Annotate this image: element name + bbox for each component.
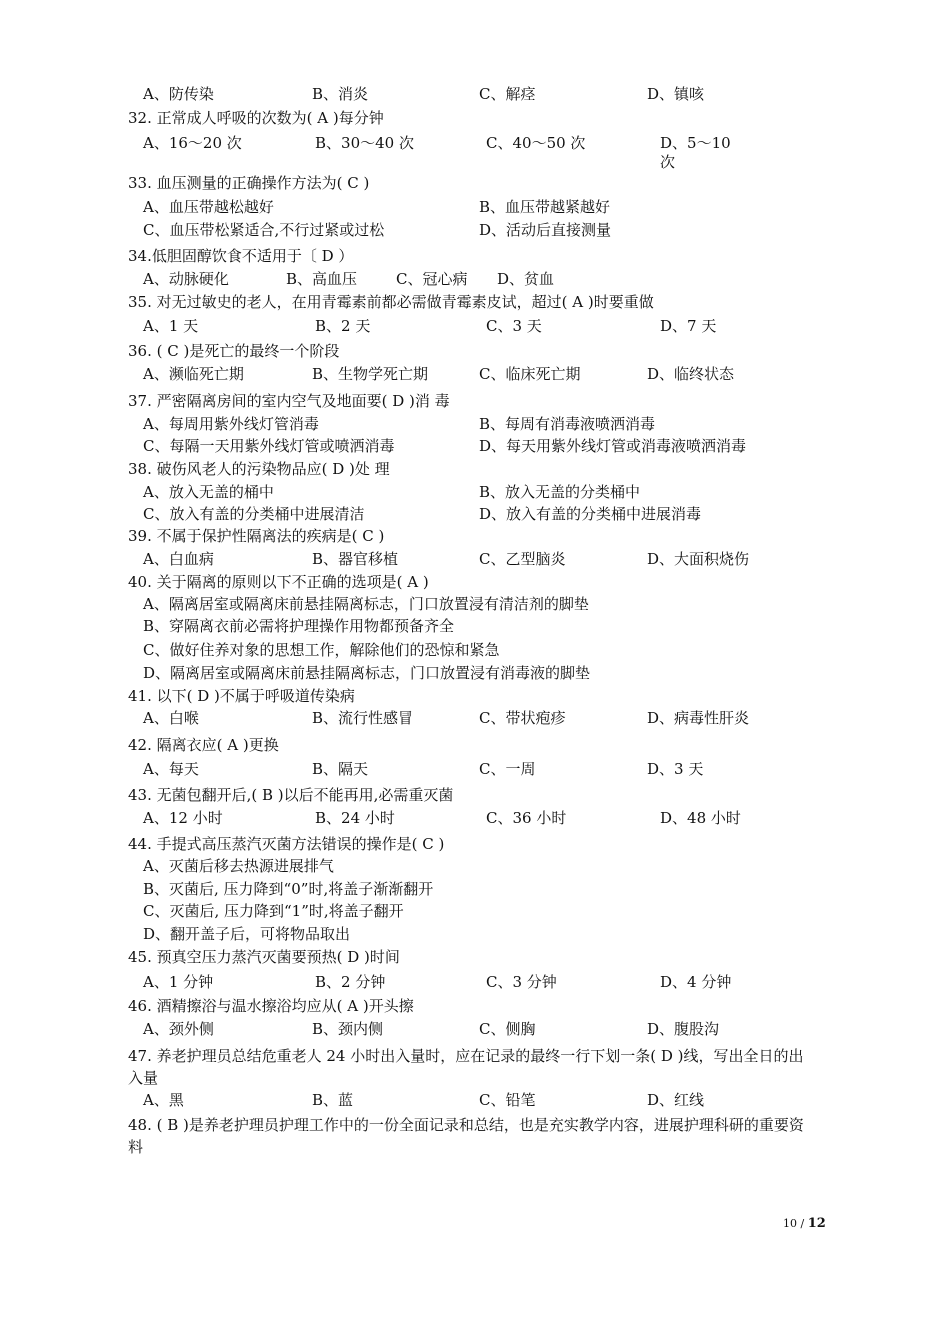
- q37-option-c: C、每隔一天用紫外线灯管或喷洒消毒: [143, 437, 395, 455]
- q37-option-d: D、每天用紫外线灯管或消毒液喷洒消毒: [479, 437, 747, 455]
- q40-stem: 40. 关于隔离的原则以下不正确的选项是( A ): [128, 573, 429, 591]
- q45-option-d: D、4 分钟: [660, 973, 732, 991]
- q45-option-b: B、2 分钟: [315, 973, 386, 991]
- q32-option-d-line1: D、5～10: [660, 134, 731, 152]
- q35-option-a: A、1 天: [143, 317, 199, 335]
- q32-option-c: C、40～50 次: [486, 134, 586, 152]
- q48-stem: 48. ( B )是养老护理员护理工作中的一份全面记录和总结，也是充实教学内容，进展护理科研的重要资料: [128, 1116, 804, 1156]
- q33-option-d: D、活动后直接测量: [479, 221, 612, 239]
- q33-option-b: B、血压带越紧越好: [479, 198, 611, 216]
- q32-stem: 32. 正常成人呼吸的次数为( A )每分钟: [128, 109, 384, 127]
- q44-option-d: D、翻开盖子后，可将物品取出: [143, 925, 351, 943]
- q36-stem: 36. ( C )是死亡的最终一个阶段: [128, 342, 340, 360]
- q43-option-a: A、12 小时: [143, 809, 223, 827]
- q31-option-c: C、解痉: [479, 85, 536, 103]
- q35-option-b: B、2 天: [315, 317, 371, 335]
- q37-option-b: B、每周有消毒液喷洒消毒: [479, 415, 656, 433]
- q42-stem: 42. 隔离衣应( A )更换: [128, 736, 279, 754]
- q36-option-b: B、生物学死亡期: [312, 365, 429, 383]
- q47-stem: 47. 养老护理员总结危重老人 24 小时出入量时，应在记录的最终一行下划一条( D )线，写出全日的出入量: [128, 1047, 804, 1087]
- q35-option-d: D、7 天: [660, 317, 717, 335]
- q46-option-c: C、侧胸: [479, 1020, 536, 1038]
- page-number: [783, 1216, 826, 1231]
- q43-option-c: C、36 小时: [486, 809, 567, 827]
- q41-option-a: A、白喉: [143, 709, 199, 727]
- q34-option-a: A、动脉硬化: [143, 270, 229, 288]
- q45-stem: 45. 预真空压力蒸汽灭菌要预热( D )时间: [128, 948, 400, 966]
- q31-option-d: D、镇咳: [647, 85, 705, 103]
- q40-option-b: B、穿隔离衣前必需将护理操作用物都预备齐全: [143, 617, 455, 635]
- page-total: 12: [807, 1216, 826, 1231]
- q33-option-c: C、血压带松紧适合,不行过紧或过松: [143, 221, 385, 239]
- q39-stem: 39. 不属于保护性隔离法的疾病是( C ): [128, 527, 385, 545]
- q44-option-c: C、灭菌后, 压力降到“1”时,将盖子翻开: [143, 902, 404, 920]
- q45-option-c: C、3 分钟: [486, 973, 557, 991]
- q39-option-c: C、乙型脑炎: [479, 550, 566, 568]
- q35-option-c: C、3 天: [486, 317, 542, 335]
- q42-option-b: B、隔天: [312, 760, 369, 778]
- q41-option-d: D、病毒性肝炎: [647, 709, 750, 727]
- q42-option-a: A、每天: [143, 760, 199, 778]
- q35-stem: 35. 对无过敏史的老人，在用青霉素前都必需做青霉素皮试，超过( A )时要重做: [128, 293, 654, 311]
- q39-option-a: A、白血病: [143, 550, 214, 568]
- q40-option-a: A、隔离居室或隔离床前悬挂隔离标志，门口放置浸有清洁剂的脚垫: [143, 595, 589, 613]
- q43-option-b: B、24 小时: [315, 809, 395, 827]
- q42-option-c: C、一周: [479, 760, 536, 778]
- q32-option-b: B、30～40 次: [315, 134, 414, 152]
- q46-stem: 46. 酒精擦浴与温水擦浴均应从( A )开头擦: [128, 997, 414, 1015]
- q47-option-b: B、蓝: [312, 1091, 354, 1109]
- q47-option-d: D、红线: [647, 1091, 705, 1109]
- q43-option-d: D、48 小时: [660, 809, 741, 827]
- q40-option-c: C、做好住养对象的思想工作，解除他们的恐惊和紧急: [143, 641, 500, 659]
- q38-option-b: B、放入无盖的分类桶中: [479, 483, 641, 501]
- q33-stem: 33. 血压测量的正确操作方法为( C ): [128, 174, 370, 192]
- page-separator: /: [797, 1217, 808, 1230]
- q38-option-a: A、放入无盖的桶中: [143, 483, 274, 501]
- q34-option-b: B、高血压: [286, 270, 358, 288]
- q44-stem: 44. 手提式高压蒸汽灭菌方法错误的操作是( C ): [128, 835, 445, 853]
- q39-option-d: D、大面积烧伤: [647, 550, 750, 568]
- q45-option-a: A、1 分钟: [143, 973, 214, 991]
- q47-option-c: C、铅笔: [479, 1091, 536, 1109]
- q37-stem: 37. 严密隔离房间的室内空气及地面要( D )消 毒: [128, 392, 450, 410]
- q36-option-a: A、濒临死亡期: [143, 365, 244, 383]
- q33-option-a: A、血压带越松越好: [143, 198, 274, 216]
- q41-stem: 41. 以下( D )不属于呼吸道传染病: [128, 687, 355, 705]
- q39-option-b: B、器官移植: [312, 550, 399, 568]
- q47-option-a: A、黑: [143, 1091, 184, 1109]
- page-current: 10: [783, 1217, 797, 1230]
- q31-option-b: B、消炎: [312, 85, 369, 103]
- q43-stem: 43. 无菌包翻开后,( B )以后不能再用,必需重灭菌: [128, 786, 454, 804]
- q41-option-c: C、带状疱疹: [479, 709, 566, 727]
- q34-option-c: C、冠心病: [396, 270, 468, 288]
- q38-option-d: D、放入有盖的分类桶中进展消毒: [479, 505, 702, 523]
- q42-option-d: D、3 天: [647, 760, 704, 778]
- q46-option-a: A、颈外侧: [143, 1020, 214, 1038]
- q36-option-d: D、临终状态: [647, 365, 735, 383]
- q31-option-a: A、防传染: [143, 85, 214, 103]
- q34-stem: 34.低胆固醇饮食不适用于〔 D ）: [128, 247, 354, 265]
- q32-option-d-line2: 次: [660, 153, 676, 171]
- q44-option-a: A、灭菌后移去热源进展排气: [143, 857, 334, 875]
- q46-option-b: B、颈内侧: [312, 1020, 384, 1038]
- q38-stem: 38. 破伤风老人的污染物品应( D )处 理: [128, 460, 390, 478]
- q46-option-d: D、腹股沟: [647, 1020, 720, 1038]
- q34-option-d: D、贫血: [497, 270, 555, 288]
- q37-option-a: A、每周用紫外线灯管消毒: [143, 415, 319, 433]
- q44-option-b: B、灭菌后, 压力降到“0”时,将盖子渐渐翻开: [143, 880, 434, 898]
- q41-option-b: B、流行性感冒: [312, 709, 414, 727]
- q36-option-c: C、临床死亡期: [479, 365, 581, 383]
- q38-option-c: C、放入有盖的分类桶中进展清洁: [143, 505, 365, 523]
- q32-option-a: A、16～20 次: [143, 134, 242, 152]
- q40-option-d: D、隔离居室或隔离床前悬挂隔离标志，门口放置浸有消毒液的脚垫: [143, 664, 591, 682]
